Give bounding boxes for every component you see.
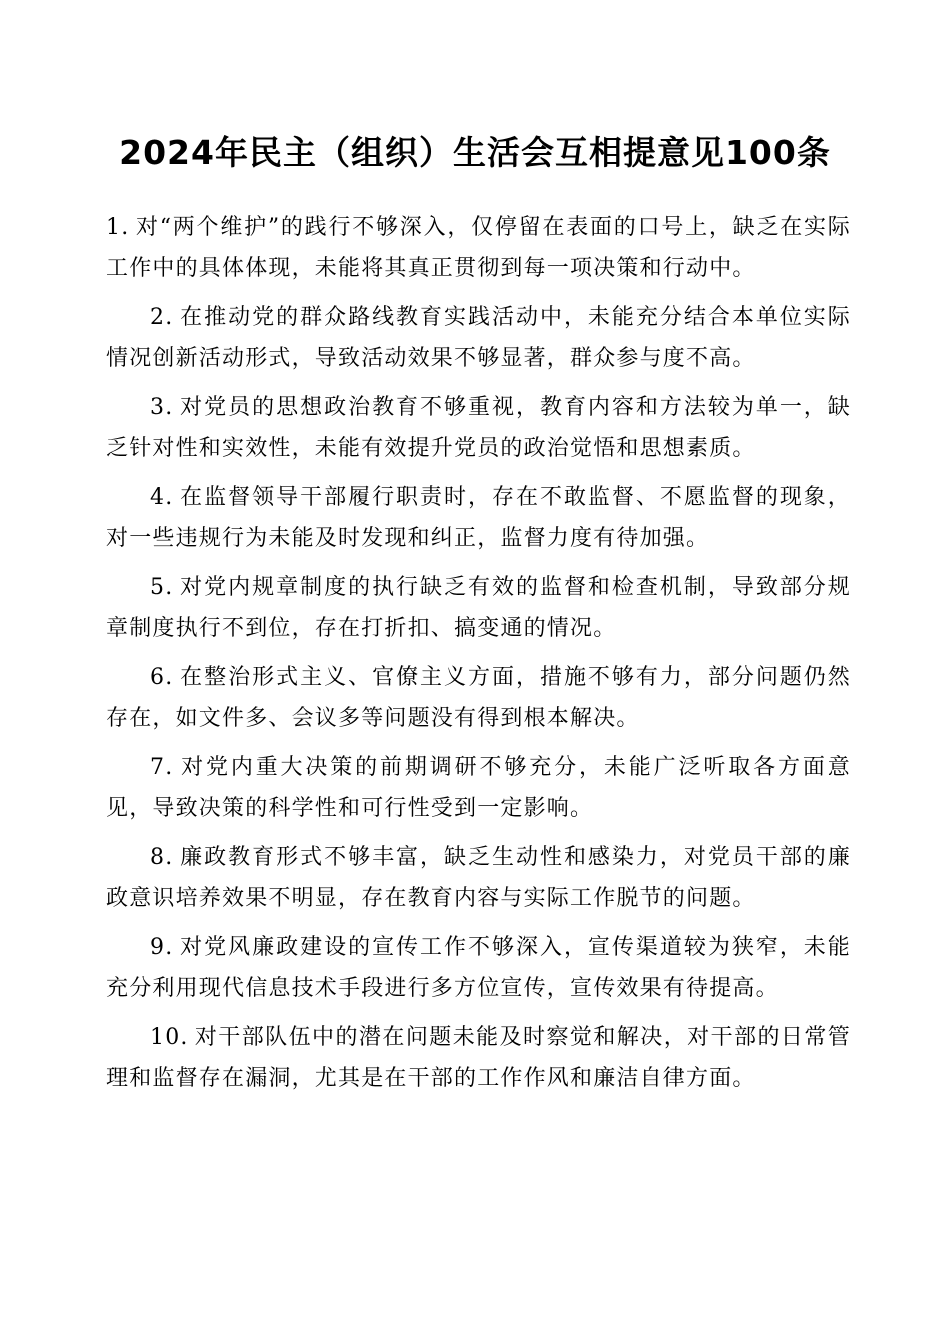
item-text: 对党风廉政建设的宣传工作不够深入，宣传渠道较为狭窄，未能充分利用现代信息技术手段进行多方位宣传，宣传效果有待提高。 [106,935,851,1001]
item-text: 在监督领导干部履行职责时，存在不敢监督、不愿监督的现象，对一些违规行为未能及时发现和纠正，监督力度有待加强。 [106,485,851,551]
item-number: 4. [150,485,174,510]
item-number: 2. [150,305,174,330]
item-number: 5. [150,575,174,600]
list-item-7 [106,747,851,829]
item-text: 在整治形式主义、官僚主义方面，措施不够有力，部分问题仍然存在，如文件多、会议多等问题没有得到根本解决。 [106,665,851,731]
item-text: 对党内重大决策的前期调研不够充分，未能广泛听取各方面意见，导致决策的科学性和可行性受到一定影响。 [106,755,851,821]
item-number: 7. [150,755,174,780]
item-number: 10. [150,1025,189,1050]
item-text: 对党员的思想政治教育不够重视，教育内容和方法较为单一，缺乏针对性和实效性，未能有效提升党员的政治觉悟和思想素质。 [106,395,851,461]
list-item-9 [106,927,851,1009]
list-item-6 [106,657,851,739]
list-item-10 [106,1017,851,1099]
list-item-8 [106,837,851,919]
item-number: 3. [150,395,174,420]
item-text: 对“两个维护”的践行不够深入，仅停留在表面的口号上，缺乏在实际工作中的具体体现，未能将其真正贯彻到每一项决策和行动中。 [106,215,851,281]
item-number: 8. [150,845,174,870]
list-item-4 [106,477,851,559]
item-text: 对干部队伍中的潜在问题未能及时察觉和解决，对干部的日常管理和监督存在漏洞，尤其是在干部的工作作风和廉洁自律方面。 [106,1025,851,1091]
item-number: 9. [150,935,174,960]
item-number: 6. [150,665,174,690]
list-item-5 [106,567,851,649]
list-item-3 [106,387,851,469]
item-text: 在推动党的群众路线教育实践活动中，未能充分结合本单位实际情况创新活动形式，导致活动效果不够显著，群众参与度不高。 [106,305,851,371]
item-text: 对党内规章制度的执行缺乏有效的监督和检查机制，导致部分规章制度执行不到位，存在打折扣、搞变通的情况。 [106,575,851,641]
document-title: 2024年民主（组织）生活会互相提意见100条 [119,133,831,172]
document-body [106,207,851,1107]
list-item-2 [106,297,851,379]
list-item-1 [106,207,851,289]
item-number: 1. [106,215,130,240]
item-text: 廉政教育形式不够丰富，缺乏生动性和感染力，对党员干部的廉政意识培养效果不明显，存在教育内容与实际工作脱节的问题。 [106,845,851,911]
